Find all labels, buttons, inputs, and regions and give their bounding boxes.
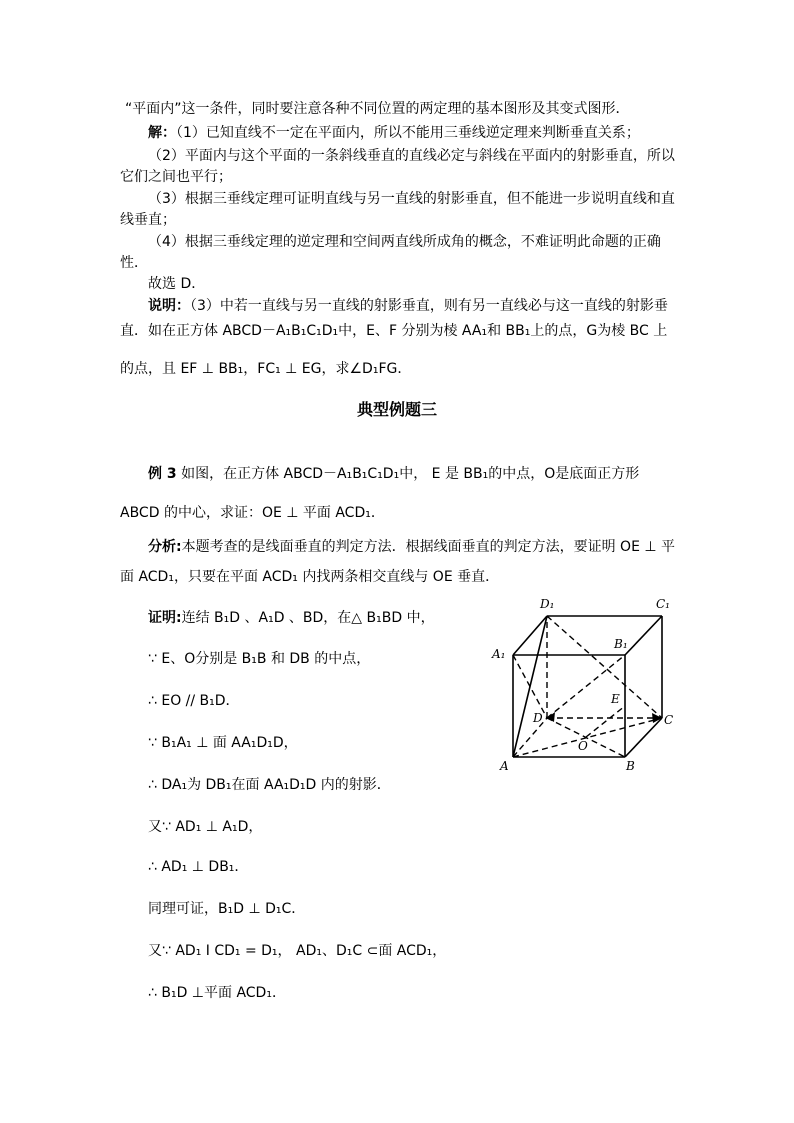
solution-label: 解： bbox=[148, 125, 176, 141]
intro-line: “平面内”这一条件，同时要注意各种不同位置的两定理的基本图形及其变式图形． bbox=[125, 101, 630, 117]
line-d-b1 bbox=[547, 655, 625, 718]
label-d: D bbox=[533, 711, 543, 725]
solution-line-4b: 性． bbox=[120, 255, 148, 271]
label-b: B bbox=[626, 759, 635, 773]
example-1-text: 如图，在正方体 ABCD－A₁B₁C₁D₁中， E 是 BB₁的中点，O是底面正方形 bbox=[176, 466, 640, 482]
analysis-label: 分析: bbox=[148, 539, 182, 555]
label-a1: A₁ bbox=[492, 647, 506, 661]
note-line-1 bbox=[148, 297, 668, 315]
solution-1-text: （1）已知直线不一定在平面内，所以不能用三垂线逆定理来判断垂直关系； bbox=[176, 125, 640, 141]
solution-line-2a: （2）平面内与这个平面的一条斜线垂直的直线必定与斜线在平面内的射影垂直，所以 bbox=[148, 148, 675, 164]
solution-line-3a: （3）根据三垂线定理可证明直线与另一直线的射影垂直，但不能进一步说明直线和直 bbox=[148, 191, 675, 207]
note-label: 说明： bbox=[148, 298, 190, 314]
analysis-line-1 bbox=[148, 538, 675, 556]
arrow-at-c bbox=[652, 713, 662, 723]
example-line-2: ABCD 的中心，求证：OE ⊥ 平面 ACD₁． bbox=[120, 505, 385, 521]
proof-line-3: ∴ EO // B₁D． bbox=[148, 693, 240, 709]
solution-line-1 bbox=[148, 124, 640, 142]
analysis-line-2: 面 ACD₁，只要在平面 ACD₁ 内找两条相交直线与 OE 垂直． bbox=[120, 569, 500, 585]
proof-line-9: 又∵ AD₁ I CD₁ = D₁， AD₁、D₁C ⊂面 ACD₁， bbox=[148, 943, 447, 959]
answer-line: 故选 D． bbox=[148, 276, 206, 292]
label-d1: D₁ bbox=[540, 597, 555, 611]
proof-line-4: ∵ B₁A₁ ⊥ 面 AA₁D₁D， bbox=[148, 735, 298, 751]
proof-line-6: 又∵ AD₁ ⊥ A₁D， bbox=[148, 819, 263, 835]
proof-label: 证明: bbox=[148, 610, 182, 626]
proof-line-7: ∴ AD₁ ⊥ DB₁． bbox=[148, 859, 249, 875]
section-title: 典型例题三 bbox=[356, 400, 437, 419]
label-a: A bbox=[500, 759, 509, 773]
proof-line-8: 同理可证，B₁D ⊥ D₁C． bbox=[148, 901, 306, 917]
label-o: O bbox=[578, 739, 588, 753]
line-a1-d bbox=[513, 655, 547, 718]
proof-line-10: ∴ B₁D ⊥平面 ACD₁． bbox=[148, 985, 286, 1001]
label-c: C bbox=[664, 713, 674, 727]
proof-line-text: 连结 B₁D 、A₁D 、BD，在△ B₁BD 中， bbox=[181, 610, 435, 626]
note-line-2: 直．如在正方体 ABCD－A₁B₁C₁D₁中，E、F 分别为棱 AA₁和 BB₁上的点，G为棱 BC 上 bbox=[120, 323, 668, 339]
analysis-1-text: 本题考查的是线面垂直的判定方法．根据线面垂直的判定方法，要证明 OE ⊥ 平 bbox=[181, 539, 676, 555]
note-line-3: 的点，且 EF ⊥ BB₁，FC₁ ⊥ EG，求∠D₁FG． bbox=[120, 361, 412, 377]
line-d1-c bbox=[547, 616, 662, 718]
proof-line-5: ∴ DA₁为 DB₁在面 AA₁D₁D 内的射影． bbox=[148, 777, 391, 793]
note-1-text: （3）中若一直线与另一直线的射影垂直，则有另一直线必与这一直线的射影垂 bbox=[190, 298, 668, 314]
solution-line-4a: （4）根据三垂线定理的逆定理和空间两直线所成角的概念，不难证明此命题的正确 bbox=[148, 234, 661, 250]
solution-line-2b: 它们之间也平行； bbox=[120, 169, 232, 185]
example-line-1 bbox=[148, 465, 639, 483]
proof-line-2: ∵ E、O分别是 B₁B 和 DB 的中点， bbox=[148, 651, 371, 667]
proof-line-1 bbox=[148, 609, 435, 627]
edge-b1-c1 bbox=[625, 616, 662, 655]
solution-line-3b: 线垂直； bbox=[120, 212, 176, 228]
label-c1: C₁ bbox=[656, 597, 670, 611]
edge-b-c bbox=[625, 718, 662, 757]
label-e: E bbox=[611, 692, 620, 706]
example-label: 例 3 bbox=[148, 466, 177, 482]
label-b1: B₁ bbox=[614, 637, 628, 651]
cube-figure bbox=[490, 592, 680, 777]
